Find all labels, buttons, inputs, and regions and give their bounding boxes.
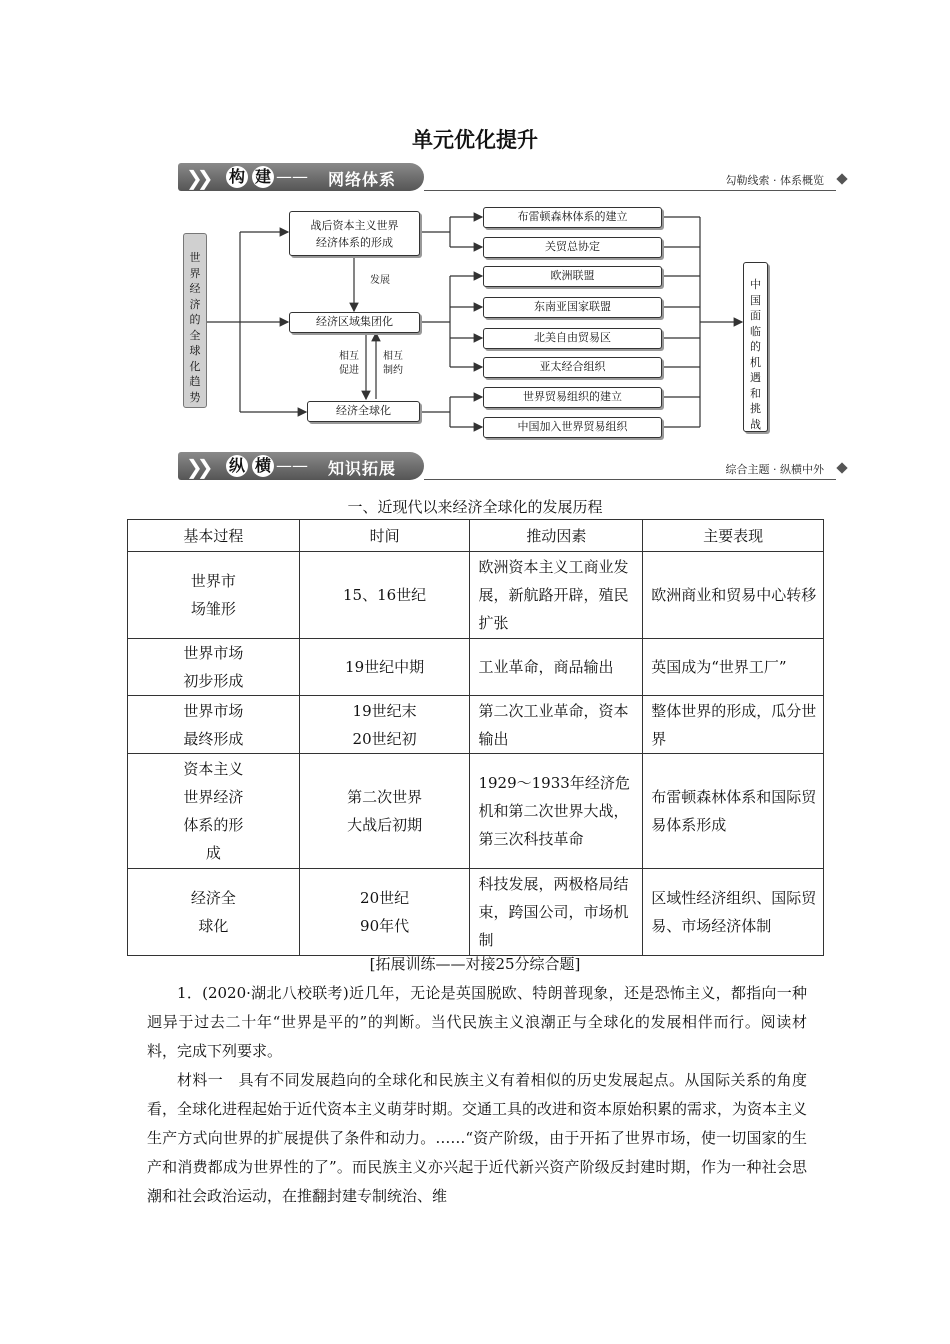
- label-mutual-restrain: 相互 制约: [383, 351, 403, 376]
- table-cell: 19世纪中期: [299, 639, 470, 696]
- left-box-text: 世界经济的全球化趋势: [189, 251, 201, 404]
- label-mutual-promote: 相互 促进: [339, 351, 359, 376]
- banner-subtitle: 网络体系: [328, 170, 397, 189]
- banner-char-1: 纵: [226, 455, 248, 477]
- table-cell: 第二次工业革命，资本输出: [470, 696, 643, 754]
- right-box-text: 中国面临的机遇和挑战: [750, 278, 761, 431]
- table-cell: 欧洲商业和贸易中心转移: [643, 552, 824, 639]
- item-box: 欧洲联盟: [483, 266, 662, 287]
- table-cell: 世界市场 初步形成: [128, 639, 300, 696]
- mid-box-regional-blocs: 经济区域集团化: [289, 312, 420, 333]
- banner-right-text: 勾勒线索 · 体系概览: [725, 174, 824, 187]
- banner-char-1: 构: [226, 166, 248, 188]
- item-box: 东南亚国家联盟: [483, 297, 662, 318]
- table-cell: 20世纪 90年代: [299, 869, 470, 956]
- table-cell: 布雷顿森林体系和国际贸易体系形成: [643, 754, 824, 869]
- table-cell: 世界市场 最终形成: [128, 696, 300, 754]
- banner-subtitle: 知识拓展: [328, 459, 397, 478]
- question-paragraph-1: 1．(2020·湖北八校联考)近几年，无论是英国脱欧、特朗普现象，还是恐怖主义，都指向一种迥异于过去二十年“世界是平的”的判断。当代民族主义浪潮正与全球化的发展相伴而行。阅读材料，完成下列要求。: [147, 984, 807, 1060]
- item-box: 中国加入世界贸易组织: [483, 417, 662, 438]
- table-caption: 一、近现代以来经济全球化的发展历程: [347, 498, 603, 516]
- table-cell: 区域性经济组织、国际贸易、市场经济体制: [643, 869, 824, 956]
- banner-rule: [424, 479, 836, 480]
- table-cell: 世界市 场雏形: [128, 552, 300, 639]
- question-block: [147, 979, 807, 1211]
- mid-box-postwar-system: 战后资本主义世界 经济体系的形成: [289, 211, 420, 256]
- table-cell: 1929～1933年经济危机和第二次世界大战，第三次科技革命: [470, 754, 643, 869]
- page-title: 单元优化提升: [412, 128, 538, 152]
- left-box-world-economy-globalization: [183, 233, 207, 408]
- diamond-icon: [836, 462, 847, 473]
- table-cell: 工业革命，商品输出: [470, 639, 643, 696]
- table-cell: 15、16世纪: [299, 552, 470, 639]
- item-box: 亚太经合组织: [483, 357, 662, 378]
- globalization-history-table: [127, 519, 824, 956]
- item-box: 布雷顿森林体系的建立: [483, 207, 662, 228]
- right-box-china-opportunities: [743, 262, 768, 432]
- mid-box-economic-globalization: 经济全球化: [307, 401, 420, 422]
- question-paragraph-2: 材料一 具有不同发展趋向的全球化和民族主义有着相似的历史发展起点。从国际关系的角度看，全球化进程起始于近代资本主义萌芽时期。交通工具的改进和资本原始积累的需求，为资本主义生产方式向世界的扩展提供了条件和动力。……“资产阶级，由于开拓了世界市场，使一切国家的生产和消费都成为世界性的了”。而民族主义亦兴起于近代新兴资产阶级反封建时期，作为一种社会思潮和社会政治运动，在推翻封建专制统治、维: [147, 1071, 808, 1205]
- table-cell: 欧洲资本主义工商业发展，新航路开辟，殖民扩张: [470, 552, 643, 639]
- item-box: 世界贸易组织的建立: [483, 387, 662, 408]
- training-caption: [拓展训练——对接25分综合题]: [369, 955, 581, 973]
- item-box: 北美自由贸易区: [483, 328, 662, 349]
- table-row: [128, 639, 824, 696]
- item-box: 关贸总协定: [483, 237, 662, 258]
- table-row: [128, 754, 824, 869]
- banner-dash: ——: [276, 456, 308, 475]
- banner-tab: [178, 452, 424, 480]
- banner-dash: ——: [276, 167, 308, 186]
- table-row: [128, 552, 824, 639]
- knowledge-network-diagram: [0, 0, 950, 450]
- double-chevron-icon: ❯❯: [186, 455, 208, 479]
- banner-char-2: 建: [252, 166, 274, 188]
- table-row: [128, 696, 824, 754]
- header-manifestations: 主要表现: [643, 520, 824, 552]
- table-row: [128, 869, 824, 956]
- table-cell: 资本主义 世界经济 体系的形 成: [128, 754, 300, 869]
- table-header-row: [128, 520, 824, 552]
- banner-right-text: 综合主题 · 纵横中外: [725, 463, 824, 476]
- label-develop: 发展: [370, 275, 390, 286]
- diagram-connectors: [0, 0, 950, 450]
- table-cell: 第二次世界 大战后初期: [299, 754, 470, 869]
- table-cell: 经济全 球化: [128, 869, 300, 956]
- table-cell: 英国成为“世界工厂”: [643, 639, 824, 696]
- section-banner-expansion: [178, 452, 846, 482]
- table-cell: 19世纪末 20世纪初: [299, 696, 470, 754]
- table-cell: 科技发展，两极格局结束，跨国公司，市场机制: [470, 869, 643, 956]
- header-time: 时间: [299, 520, 470, 552]
- header-factors: 推动因素: [470, 520, 643, 552]
- double-chevron-icon: ❯❯: [186, 166, 208, 190]
- header-process: 基本过程: [128, 520, 300, 552]
- table-cell: 整体世界的形成，瓜分世界: [643, 696, 824, 754]
- banner-char-2: 横: [252, 455, 274, 477]
